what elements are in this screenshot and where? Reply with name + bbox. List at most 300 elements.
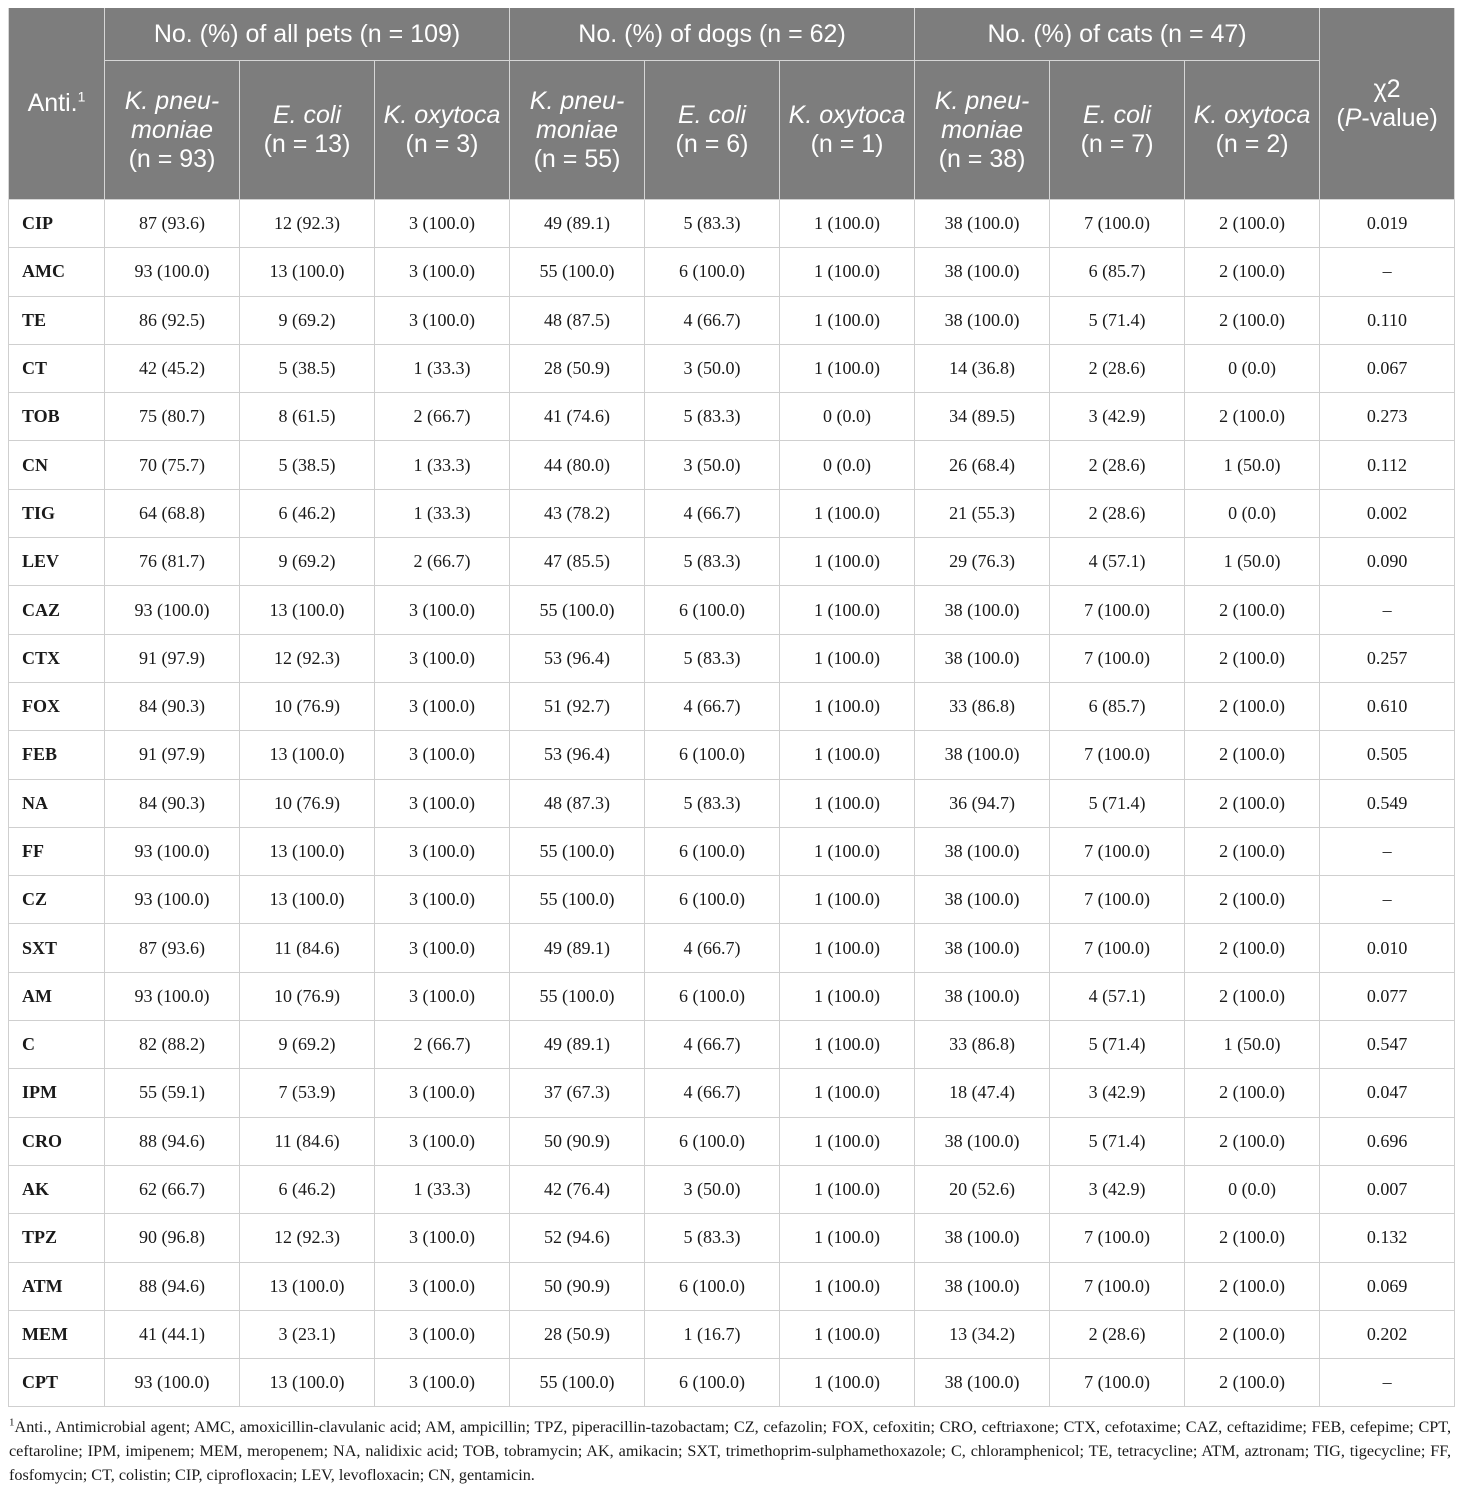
count-cell: 7 (100.0) bbox=[1050, 1359, 1185, 1407]
p-value-cell: 0.090 bbox=[1320, 538, 1455, 586]
anti-header: Anti.$^1$ bbox=[9, 8, 105, 200]
sample-size: (n = 13) bbox=[263, 130, 351, 158]
antimicrobial-code: NA bbox=[9, 779, 105, 827]
count-cell: 3 (100.0) bbox=[375, 827, 510, 875]
count-cell: 38 (100.0) bbox=[915, 1214, 1050, 1262]
count-cell: 75 (80.7) bbox=[105, 393, 240, 441]
sample-size: (n = 93) bbox=[128, 144, 216, 173]
count-cell: 93 (100.0) bbox=[105, 1359, 240, 1407]
count-cell: 70 (75.7) bbox=[105, 441, 240, 489]
count-cell: 50 (90.9) bbox=[510, 1117, 645, 1165]
antimicrobial-code: TOB bbox=[9, 393, 105, 441]
antimicrobial-code: LEV bbox=[9, 538, 105, 586]
count-cell: 7 (100.0) bbox=[1050, 586, 1185, 634]
count-cell: 4 (57.1) bbox=[1050, 972, 1185, 1020]
count-cell: 2 (28.6) bbox=[1050, 1310, 1185, 1358]
count-cell: 93 (100.0) bbox=[105, 876, 240, 924]
count-cell: 48 (87.3) bbox=[510, 779, 645, 827]
count-cell: 2 (100.0) bbox=[1185, 1117, 1320, 1165]
count-cell: 93 (100.0) bbox=[105, 248, 240, 296]
count-cell: 29 (76.3) bbox=[915, 538, 1050, 586]
antimicrobial-code: CT bbox=[9, 344, 105, 392]
table-body bbox=[9, 200, 1455, 1407]
antimicrobial-code: AMC bbox=[9, 248, 105, 296]
sample-size: (n = 2) bbox=[1215, 130, 1289, 158]
count-cell: 55 (100.0) bbox=[510, 876, 645, 924]
count-cell: 37 (67.3) bbox=[510, 1069, 645, 1117]
p-value-cell: 0.019 bbox=[1320, 200, 1455, 248]
count-cell: 1 (100.0) bbox=[780, 827, 915, 875]
count-cell: 3 (50.0) bbox=[645, 441, 780, 489]
antimicrobial-code: CZ bbox=[9, 876, 105, 924]
table-container bbox=[8, 8, 1452, 1487]
count-cell: 7 (100.0) bbox=[1050, 827, 1185, 875]
count-cell: 28 (50.9) bbox=[510, 1310, 645, 1358]
count-cell: 9 (69.2) bbox=[240, 538, 375, 586]
count-cell: 1 (100.0) bbox=[780, 344, 915, 392]
p-value-cell: 0.273 bbox=[1320, 393, 1455, 441]
group-header-cats: No. (%) of cats (n = 47) bbox=[915, 8, 1320, 61]
count-cell: 1 (100.0) bbox=[780, 876, 915, 924]
count-cell: 84 (90.3) bbox=[105, 682, 240, 730]
count-cell: 2 (100.0) bbox=[1185, 779, 1320, 827]
count-cell: 48 (87.5) bbox=[510, 296, 645, 344]
count-cell: 52 (94.6) bbox=[510, 1214, 645, 1262]
count-cell: 3 (100.0) bbox=[375, 924, 510, 972]
count-cell: 5 (83.3) bbox=[645, 393, 780, 441]
count-cell: 5 (71.4) bbox=[1050, 1021, 1185, 1069]
count-cell: 3 (50.0) bbox=[645, 344, 780, 392]
count-cell: 55 (59.1) bbox=[105, 1069, 240, 1117]
count-cell: 0 (0.0) bbox=[1185, 1165, 1320, 1213]
count-cell: 14 (36.8) bbox=[915, 344, 1050, 392]
count-cell: 2 (100.0) bbox=[1185, 1359, 1320, 1407]
count-cell: 50 (90.9) bbox=[510, 1262, 645, 1310]
table-row bbox=[9, 248, 1455, 296]
count-cell: 1 (16.7) bbox=[645, 1310, 780, 1358]
organism-name: K. oxytoca bbox=[383, 101, 501, 129]
count-cell: 87 (93.6) bbox=[105, 200, 240, 248]
antimicrobial-code: C bbox=[9, 1021, 105, 1069]
count-cell: 6 (85.7) bbox=[1050, 248, 1185, 296]
count-cell: 12 (92.3) bbox=[240, 200, 375, 248]
count-cell: 1 (100.0) bbox=[780, 248, 915, 296]
count-cell: 3 (100.0) bbox=[375, 1214, 510, 1262]
p-value-cell: 0.010 bbox=[1320, 924, 1455, 972]
count-cell: 3 (100.0) bbox=[375, 200, 510, 248]
p-value-cell: 0.696 bbox=[1320, 1117, 1455, 1165]
count-cell: 4 (66.7) bbox=[645, 1069, 780, 1117]
count-cell: 38 (100.0) bbox=[915, 1117, 1050, 1165]
table-row bbox=[9, 779, 1455, 827]
count-cell: 1 (50.0) bbox=[1185, 538, 1320, 586]
count-cell: 49 (89.1) bbox=[510, 1021, 645, 1069]
sub-header-3 bbox=[510, 61, 645, 200]
count-cell: 1 (33.3) bbox=[375, 489, 510, 537]
count-cell: 91 (97.9) bbox=[105, 634, 240, 682]
count-cell: 2 (100.0) bbox=[1185, 682, 1320, 730]
count-cell: 38 (100.0) bbox=[915, 827, 1050, 875]
p-value-cell: – bbox=[1320, 586, 1455, 634]
sample-size: (n = 7) bbox=[1080, 130, 1154, 158]
count-cell: 38 (100.0) bbox=[915, 1262, 1050, 1310]
count-cell: 55 (100.0) bbox=[510, 1359, 645, 1407]
count-cell: 53 (96.4) bbox=[510, 731, 645, 779]
antimicrobial-code: CIP bbox=[9, 200, 105, 248]
count-cell: 13 (100.0) bbox=[240, 248, 375, 296]
count-cell: 44 (80.0) bbox=[510, 441, 645, 489]
count-cell: 5 (71.4) bbox=[1050, 1117, 1185, 1165]
count-cell: 41 (74.6) bbox=[510, 393, 645, 441]
sub-header-5 bbox=[780, 61, 915, 200]
group-header-dogs: No. (%) of dogs (n = 62) bbox=[510, 8, 915, 61]
count-cell: 0 (0.0) bbox=[1185, 489, 1320, 537]
count-cell: 1 (100.0) bbox=[780, 634, 915, 682]
count-cell: 7 (100.0) bbox=[1050, 731, 1185, 779]
table-row bbox=[9, 924, 1455, 972]
count-cell: 12 (92.3) bbox=[240, 1214, 375, 1262]
sub-header-row bbox=[9, 61, 1455, 200]
antimicrobial-code: CRO bbox=[9, 1117, 105, 1165]
count-cell: 2 (100.0) bbox=[1185, 296, 1320, 344]
count-cell: 33 (86.8) bbox=[915, 682, 1050, 730]
count-cell: 36 (94.7) bbox=[915, 779, 1050, 827]
sub-header-8 bbox=[1185, 61, 1320, 200]
table-row bbox=[9, 731, 1455, 779]
count-cell: 6 (100.0) bbox=[645, 731, 780, 779]
count-cell: 88 (94.6) bbox=[105, 1117, 240, 1165]
count-cell: 18 (47.4) bbox=[915, 1069, 1050, 1117]
sub-header-4 bbox=[645, 61, 780, 200]
count-cell: 3 (100.0) bbox=[375, 779, 510, 827]
count-cell: 93 (100.0) bbox=[105, 586, 240, 634]
group-header-all-pets: No. (%) of all pets (n = 109) bbox=[105, 8, 510, 61]
table-row bbox=[9, 1359, 1455, 1407]
count-cell: 42 (45.2) bbox=[105, 344, 240, 392]
organism-name: K. oxytoca bbox=[1193, 101, 1311, 129]
count-cell: 3 (100.0) bbox=[375, 1069, 510, 1117]
count-cell: 6 (100.0) bbox=[645, 586, 780, 634]
count-cell: 3 (100.0) bbox=[375, 1310, 510, 1358]
count-cell: 2 (100.0) bbox=[1185, 1262, 1320, 1310]
count-cell: 2 (100.0) bbox=[1185, 200, 1320, 248]
count-cell: 91 (97.9) bbox=[105, 731, 240, 779]
antimicrobial-code: IPM bbox=[9, 1069, 105, 1117]
table-row bbox=[9, 393, 1455, 441]
count-cell: 7 (100.0) bbox=[1050, 634, 1185, 682]
count-cell: 6 (100.0) bbox=[645, 1117, 780, 1165]
count-cell: 49 (89.1) bbox=[510, 200, 645, 248]
count-cell: 3 (100.0) bbox=[375, 634, 510, 682]
antimicrobial-code: CPT bbox=[9, 1359, 105, 1407]
p-value-cell: 0.067 bbox=[1320, 344, 1455, 392]
count-cell: 7 (100.0) bbox=[1050, 200, 1185, 248]
count-cell: 3 (100.0) bbox=[375, 1359, 510, 1407]
count-cell: 21 (55.3) bbox=[915, 489, 1050, 537]
count-cell: 53 (96.4) bbox=[510, 634, 645, 682]
count-cell: 3 (100.0) bbox=[375, 1117, 510, 1165]
count-cell: 38 (100.0) bbox=[915, 972, 1050, 1020]
count-cell: 1 (100.0) bbox=[780, 296, 915, 344]
count-cell: 1 (50.0) bbox=[1185, 1021, 1320, 1069]
table-row bbox=[9, 634, 1455, 682]
count-cell: 47 (85.5) bbox=[510, 538, 645, 586]
count-cell: 2 (100.0) bbox=[1185, 634, 1320, 682]
chi-square-header: χ2 (P-value) bbox=[1320, 8, 1455, 200]
count-cell: 2 (28.6) bbox=[1050, 489, 1185, 537]
count-cell: 38 (100.0) bbox=[915, 876, 1050, 924]
count-cell: 2 (100.0) bbox=[1185, 731, 1320, 779]
count-cell: 5 (83.3) bbox=[645, 779, 780, 827]
p-letter: P bbox=[1344, 103, 1362, 132]
antimicrobial-code: ATM bbox=[9, 1262, 105, 1310]
count-cell: 2 (100.0) bbox=[1185, 924, 1320, 972]
count-cell: 93 (100.0) bbox=[105, 827, 240, 875]
count-cell: 6 (85.7) bbox=[1050, 682, 1185, 730]
count-cell: 64 (68.8) bbox=[105, 489, 240, 537]
count-cell: 82 (88.2) bbox=[105, 1021, 240, 1069]
table-row bbox=[9, 1069, 1455, 1117]
count-cell: 3 (100.0) bbox=[375, 586, 510, 634]
count-cell: 62 (66.7) bbox=[105, 1165, 240, 1213]
count-cell: 3 (42.9) bbox=[1050, 393, 1185, 441]
table-row bbox=[9, 827, 1455, 875]
count-cell: 3 (42.9) bbox=[1050, 1165, 1185, 1213]
organism-name: K. pneu-moniae bbox=[124, 86, 220, 144]
count-cell: 1 (100.0) bbox=[780, 972, 915, 1020]
table-row bbox=[9, 972, 1455, 1020]
organism-name: E. coli bbox=[1083, 101, 1152, 129]
table-row bbox=[9, 344, 1455, 392]
p-value-cell: 0.069 bbox=[1320, 1262, 1455, 1310]
count-cell: 5 (71.4) bbox=[1050, 779, 1185, 827]
count-cell: 7 (100.0) bbox=[1050, 876, 1185, 924]
count-cell: 5 (83.3) bbox=[645, 1214, 780, 1262]
count-cell: 4 (66.7) bbox=[645, 682, 780, 730]
p-value-cell: 0.077 bbox=[1320, 972, 1455, 1020]
count-cell: 3 (23.1) bbox=[240, 1310, 375, 1358]
count-cell: 13 (100.0) bbox=[240, 876, 375, 924]
count-cell: 2 (28.6) bbox=[1050, 441, 1185, 489]
count-cell: 5 (38.5) bbox=[240, 441, 375, 489]
sample-size: (n = 55) bbox=[533, 144, 621, 173]
count-cell: 2 (100.0) bbox=[1185, 827, 1320, 875]
count-cell: 2 (100.0) bbox=[1185, 1069, 1320, 1117]
count-cell: 1 (100.0) bbox=[780, 1021, 915, 1069]
table-row bbox=[9, 1165, 1455, 1213]
organism-name: E. coli bbox=[677, 101, 747, 129]
count-cell: 38 (100.0) bbox=[915, 924, 1050, 972]
sub-header-6 bbox=[915, 61, 1050, 200]
count-cell: 13 (100.0) bbox=[240, 827, 375, 875]
count-cell: 4 (66.7) bbox=[645, 489, 780, 537]
count-cell: 13 (34.2) bbox=[915, 1310, 1050, 1358]
table-row bbox=[9, 682, 1455, 730]
count-cell: 2 (100.0) bbox=[1185, 1214, 1320, 1262]
count-cell: 3 (100.0) bbox=[375, 731, 510, 779]
count-cell: 2 (66.7) bbox=[375, 1021, 510, 1069]
count-cell: 4 (66.7) bbox=[645, 1021, 780, 1069]
count-cell: 11 (84.6) bbox=[240, 1117, 375, 1165]
p-value-cell: 0.112 bbox=[1320, 441, 1455, 489]
count-cell: 49 (89.1) bbox=[510, 924, 645, 972]
antimicrobial-code: FOX bbox=[9, 682, 105, 730]
p-value-cell: 0.547 bbox=[1320, 1021, 1455, 1069]
count-cell: 5 (83.3) bbox=[645, 538, 780, 586]
count-cell: 1 (100.0) bbox=[780, 586, 915, 634]
count-cell: 3 (100.0) bbox=[375, 682, 510, 730]
count-cell: 5 (83.3) bbox=[645, 634, 780, 682]
count-cell: 55 (100.0) bbox=[510, 827, 645, 875]
count-cell: 13 (100.0) bbox=[240, 1262, 375, 1310]
organism-name: K. oxytoca bbox=[788, 101, 906, 129]
chi-square-subheader: (P-value) bbox=[1336, 103, 1438, 132]
count-cell: 1 (100.0) bbox=[780, 489, 915, 537]
count-cell: 34 (89.5) bbox=[915, 393, 1050, 441]
sample-size: (n = 6) bbox=[675, 130, 749, 158]
count-cell: 1 (100.0) bbox=[780, 731, 915, 779]
count-cell: 20 (52.6) bbox=[915, 1165, 1050, 1213]
table-row bbox=[9, 1117, 1455, 1165]
count-cell: 2 (100.0) bbox=[1185, 248, 1320, 296]
count-cell: 12 (92.3) bbox=[240, 634, 375, 682]
antimicrobial-code: CN bbox=[9, 441, 105, 489]
antimicrobial-code: TE bbox=[9, 296, 105, 344]
count-cell: 87 (93.6) bbox=[105, 924, 240, 972]
count-cell: 26 (68.4) bbox=[915, 441, 1050, 489]
table-row bbox=[9, 441, 1455, 489]
count-cell: 1 (100.0) bbox=[780, 538, 915, 586]
count-cell: 38 (100.0) bbox=[915, 296, 1050, 344]
sub-header-1 bbox=[240, 61, 375, 200]
p-value-cell: 0.257 bbox=[1320, 634, 1455, 682]
count-cell: 7 (100.0) bbox=[1050, 924, 1185, 972]
count-cell: 4 (66.7) bbox=[645, 924, 780, 972]
table-row bbox=[9, 586, 1455, 634]
count-cell: 1 (100.0) bbox=[780, 1117, 915, 1165]
count-cell: 1 (100.0) bbox=[780, 1359, 915, 1407]
count-cell: 13 (100.0) bbox=[240, 586, 375, 634]
count-cell: 93 (100.0) bbox=[105, 972, 240, 1020]
p-value-cell: 0.047 bbox=[1320, 1069, 1455, 1117]
count-cell: 38 (100.0) bbox=[915, 634, 1050, 682]
antimicrobial-code: CTX bbox=[9, 634, 105, 682]
antimicrobial-code: AK bbox=[9, 1165, 105, 1213]
count-cell: 1 (100.0) bbox=[780, 1214, 915, 1262]
count-cell: 76 (81.7) bbox=[105, 538, 240, 586]
antimicrobial-code: SXT bbox=[9, 924, 105, 972]
antimicrobial-code: CAZ bbox=[9, 586, 105, 634]
count-cell: 0 (0.0) bbox=[780, 441, 915, 489]
count-cell: 5 (71.4) bbox=[1050, 296, 1185, 344]
count-cell: 10 (76.9) bbox=[240, 972, 375, 1020]
count-cell: 55 (100.0) bbox=[510, 972, 645, 1020]
count-cell: 4 (66.7) bbox=[645, 296, 780, 344]
p-value-cell: 0.110 bbox=[1320, 296, 1455, 344]
p-value-cell: – bbox=[1320, 1359, 1455, 1407]
count-cell: 6 (100.0) bbox=[645, 827, 780, 875]
count-cell: 2 (66.7) bbox=[375, 393, 510, 441]
count-cell: 1 (100.0) bbox=[780, 200, 915, 248]
count-cell: 6 (46.2) bbox=[240, 489, 375, 537]
count-cell: 0 (0.0) bbox=[1185, 344, 1320, 392]
count-cell: 1 (100.0) bbox=[780, 682, 915, 730]
count-cell: 38 (100.0) bbox=[915, 248, 1050, 296]
p-value-cell: 0.132 bbox=[1320, 1214, 1455, 1262]
count-cell: 2 (100.0) bbox=[1185, 876, 1320, 924]
count-cell: 90 (96.8) bbox=[105, 1214, 240, 1262]
count-cell: 2 (66.7) bbox=[375, 538, 510, 586]
organism-name: K. pneu-moniae bbox=[529, 86, 625, 144]
sub-header-7 bbox=[1050, 61, 1185, 200]
count-cell: 13 (100.0) bbox=[240, 1359, 375, 1407]
count-cell: 10 (76.9) bbox=[240, 682, 375, 730]
organism-name: K. pneu-moniae bbox=[934, 86, 1030, 144]
count-cell: 41 (44.1) bbox=[105, 1310, 240, 1358]
count-cell: 51 (92.7) bbox=[510, 682, 645, 730]
count-cell: 0 (0.0) bbox=[780, 393, 915, 441]
count-cell: 1 (33.3) bbox=[375, 1165, 510, 1213]
p-value-cell: 0.202 bbox=[1320, 1310, 1455, 1358]
count-cell: 6 (100.0) bbox=[645, 248, 780, 296]
sample-size: (n = 1) bbox=[810, 130, 884, 158]
count-cell: 10 (76.9) bbox=[240, 779, 375, 827]
p-value-cell: – bbox=[1320, 876, 1455, 924]
footnote: $^1$Anti., Antimicrobial agent; AMC, amoxicillin-clavulanic acid; AM, ampicillin; TPZ, piperacillin-tazobactam; CZ, cefazolin; FOX, cefoxitin; CRO, ceftriaxone; CTX, cefotaxime; CAZ, ceftazidime; FEB, cefepime; CPT, ceftaroline; IPM, imipenem; MEM, meropenem; NA, nalidixic acid; TOB, tobramycin; AK, amikacin; SXT, trimethoprim-sulphamethoxazole; C, chloramphenicol; TE, tetracycline; ATM, aztronam; TIG, tigecycline; FF, fosfomycin; CT, colistin; CIP, ciprofloxacin; LEV, levofloxacin; CN, gentamicin. bbox=[9, 1417, 1451, 1485]
count-cell: 3 (100.0) bbox=[375, 296, 510, 344]
table-row bbox=[9, 876, 1455, 924]
count-cell: 13 (100.0) bbox=[240, 731, 375, 779]
count-cell: 8 (61.5) bbox=[240, 393, 375, 441]
table-header bbox=[9, 8, 1455, 200]
count-cell: 11 (84.6) bbox=[240, 924, 375, 972]
count-cell: 9 (69.2) bbox=[240, 296, 375, 344]
count-cell: 7 (100.0) bbox=[1050, 1262, 1185, 1310]
count-cell: 6 (100.0) bbox=[645, 1359, 780, 1407]
antimicrobial-code: AM bbox=[9, 972, 105, 1020]
count-cell: 1 (33.3) bbox=[375, 344, 510, 392]
antimicrobial-code: FEB bbox=[9, 731, 105, 779]
count-cell: 42 (76.4) bbox=[510, 1165, 645, 1213]
count-cell: 3 (100.0) bbox=[375, 1262, 510, 1310]
count-cell: 3 (100.0) bbox=[375, 876, 510, 924]
organism-name: E. coli bbox=[272, 101, 342, 129]
count-cell: 7 (53.9) bbox=[240, 1069, 375, 1117]
antimicrobial-code: MEM bbox=[9, 1310, 105, 1358]
count-cell: 33 (86.8) bbox=[915, 1021, 1050, 1069]
count-cell: 5 (38.5) bbox=[240, 344, 375, 392]
count-cell: 38 (100.0) bbox=[915, 200, 1050, 248]
count-cell: 1 (100.0) bbox=[780, 1262, 915, 1310]
count-cell: 86 (92.5) bbox=[105, 296, 240, 344]
count-cell: 55 (100.0) bbox=[510, 586, 645, 634]
count-cell: 3 (50.0) bbox=[645, 1165, 780, 1213]
count-cell: 7 (100.0) bbox=[1050, 1214, 1185, 1262]
resistance-table bbox=[8, 8, 1455, 1407]
p-value-cell: 0.610 bbox=[1320, 682, 1455, 730]
count-cell: 4 (57.1) bbox=[1050, 538, 1185, 586]
sample-size: (n = 3) bbox=[405, 130, 479, 158]
count-cell: 6 (100.0) bbox=[645, 1262, 780, 1310]
table-row bbox=[9, 1310, 1455, 1358]
antimicrobial-code: FF bbox=[9, 827, 105, 875]
p-value-cell: 0.549 bbox=[1320, 779, 1455, 827]
count-cell: 1 (33.3) bbox=[375, 441, 510, 489]
count-cell: 9 (69.2) bbox=[240, 1021, 375, 1069]
count-cell: 1 (100.0) bbox=[780, 779, 915, 827]
count-cell: 6 (100.0) bbox=[645, 972, 780, 1020]
count-cell: 38 (100.0) bbox=[915, 1359, 1050, 1407]
